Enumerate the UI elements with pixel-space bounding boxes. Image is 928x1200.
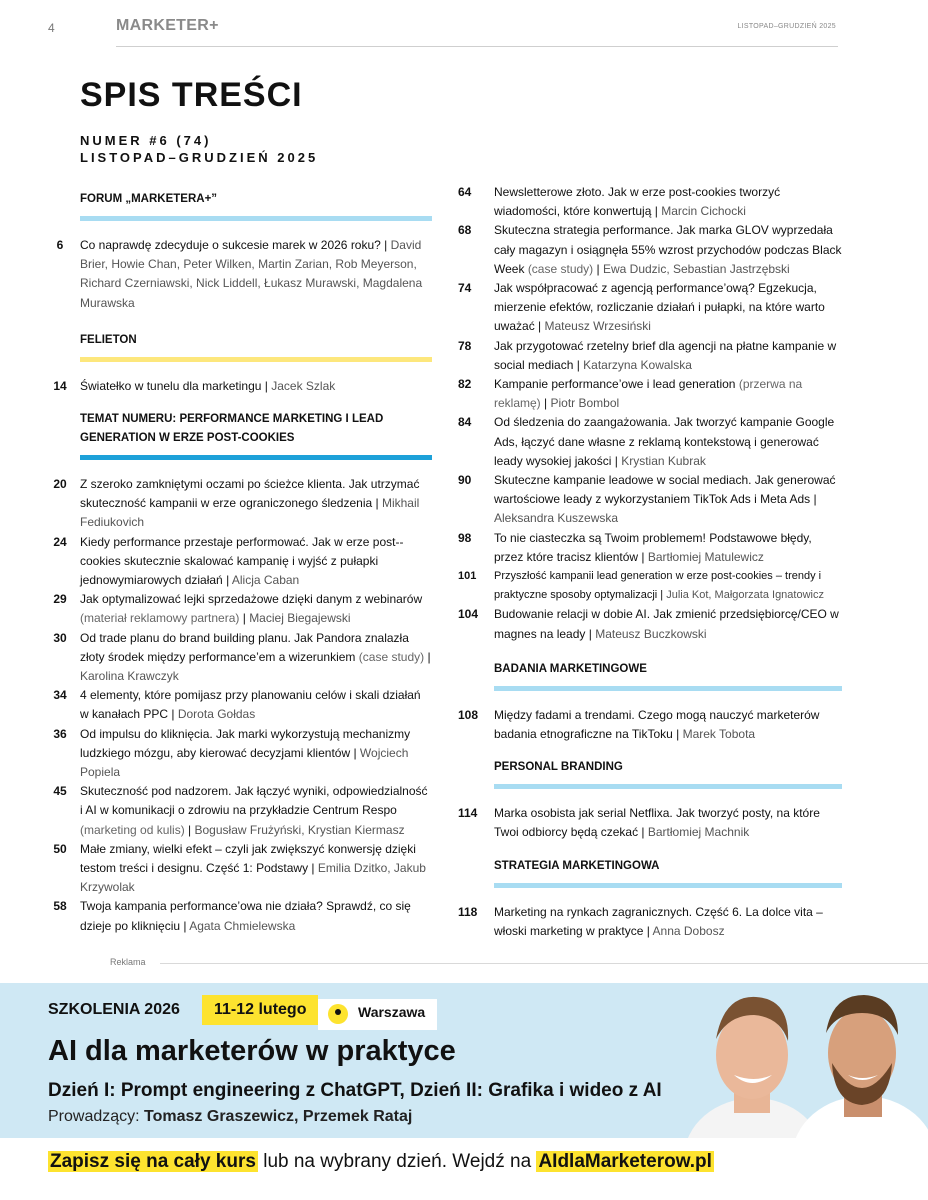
toc-page-number: 104 (458, 607, 479, 622)
toc-title: Od śledzenia do zaangażowania. Jak tworzyć kampanie Google Ads, łączyć dane własne z reklamą kontekstową i generować leady wysokiej jakości (494, 415, 835, 468)
toc-entry-text: Budowanie relacji w dobie AI. Jak zmienić przedsiębiorcę/CEO w magnes na leady | Mateusz Buczkowski (494, 607, 839, 641)
toc-entry-text: Z szeroko zamkniętymi oczami po ścieżce klienta. Jak utrzymać skuteczność kampanii w erze ograniczonego śledzenia | Mikhail Fediukovich (80, 477, 420, 530)
toc-entry[interactable] (40, 475, 432, 533)
issue-date: LISTOPAD–GRUDZIEŃ 2025 (80, 150, 319, 165)
toc-entry[interactable] (40, 897, 432, 935)
toc-entry-text: Twoja kampania performance’owa nie działa? Sprawdź, co się dzieje po kliknięciu | Agata Chmielewska (80, 899, 411, 933)
toc-title: Od impulsu do kliknięcia. Jak marki wykorzystują mechanizmy ludzkiego mózgu, aby kierować decyzjami klientów (80, 726, 411, 760)
toc-note: (przerwa na reklamę) (494, 377, 803, 411)
toc-entry-text: Marka osobista jak serial Netflixa. Jak tworzyć posty, na które Twoi odbiorcy będą czekać | Bartłomiej Machnik (494, 806, 820, 840)
toc-page-number: 68 (458, 223, 472, 238)
toc-entry-text: 4 elementy, które pomijasz przy planowaniu celów i skali działań w kanałach PPC | Dorota Gołdas (80, 688, 421, 722)
brand-logo: MARKETER+ (116, 17, 219, 34)
section-rule (494, 883, 842, 888)
toc-page-number: 98 (458, 530, 472, 545)
cta-highlight[interactable]: Zapisz się na cały kurs (50, 1151, 256, 1172)
toc-entry[interactable] (40, 377, 432, 396)
toc-authors: Bogusław Frużyński, Krystian Kiermasz (194, 822, 405, 837)
toc-authors: Bartłomiej Matulewicz (647, 549, 764, 564)
toc-entry-text: Skuteczne kampanie leadowe w social mediach. Jak generować wartościowe leady z wykorzystaniem TikTok Ads i Meta Ads | Aleksandra Kuszewska (494, 473, 836, 526)
toc-entry-text: To nie ciasteczka są Twoim problemem! Podstawowe błędy, przez które tracisz klientów | Bartłomiej Matulewicz (494, 530, 812, 564)
header-divider (116, 46, 838, 47)
toc-entry-text: Światełko w tunelu dla marketingu | Jacek Szlak (80, 378, 336, 393)
toc-title: 4 elementy, które pomijasz przy planowaniu celów i skali działań w kanałach PPC (80, 688, 421, 722)
toc-entry[interactable] (454, 183, 842, 221)
section-heading: BADANIA MARKETINGOWE (494, 662, 647, 675)
toc-entry[interactable] (454, 567, 842, 605)
toc-title: Od trade planu do brand building planu. Jak Pandora znalazła złoty środek między performance’em a wizerunkiem (80, 630, 409, 664)
toc-entry[interactable] (454, 375, 842, 413)
toc-authors: Julia Kot, Małgorzata Ignatowicz (666, 589, 824, 602)
toc-title: Kampanie performance’owe i lead generation (494, 377, 736, 392)
ad-subtitle: Dzień I: Prompt engineering z ChatGPT, Dzień II: Grafika i wideo z AI (48, 1080, 662, 1101)
toc-entry-text: Marketing na rynkach zagranicznych. Część 6. La dolce vita – włoski marketing w praktyce | Anna Dobosz (494, 904, 823, 938)
toc-entry[interactable] (454, 337, 842, 375)
toc-title: Marka osobista jak serial Netflixa. Jak tworzyć posty, na które Twoi odbiorcy będą czekać (494, 806, 820, 840)
page-header (0, 0, 928, 48)
toc-title: Jak współpracować z agencją performance’ową? Egzekucja, mierzenie efektów, rozliczanie działań i pułapki, na które warto uważać (494, 281, 825, 334)
toc-page-number: 64 (458, 185, 472, 199)
toc-entry-text: Co naprawdę zdecyduje o sukcesie marek w 2026 roku? | David Brier, Howie Chan, Peter Wilken, Martin Zarian, Rob Meyerson, Richard Czerniawski, Nick Liddell, Łukasz Murawski, Magdalena Murawska (80, 238, 423, 310)
toc-title: To nie ciasteczka są Twoim problemem! Podstawowe błędy, przez które tracisz klientów (494, 530, 812, 564)
toc-entry[interactable] (454, 903, 842, 941)
toc-title: Skuteczna strategia performance. Jak marka GLOV wyprzedała cały magazyn i osiągnęła 55% wzrost przychodów podczas Black Week (494, 223, 842, 276)
toc-page-number: 84 (458, 415, 472, 430)
section-rule (494, 784, 842, 789)
toc-entry-text: Od śledzenia do zaangażowania. Jak tworzyć kampanie Google Ads, łączyć dane własne z reklamą kontekstową i generować leady wysokiej jakości | Krystian Kubrak (494, 415, 835, 468)
toc-page-number: 118 (458, 904, 478, 919)
location-pin-icon (328, 1004, 348, 1024)
toc-authors: Wojciech Popiela (80, 745, 409, 780)
ad-city (318, 999, 437, 1030)
toc-entry[interactable] (40, 236, 432, 313)
toc-title: Jak optymalizować lejki sprzedażowe dzięki danym z webinarów (80, 592, 423, 607)
toc-note: (marketing od kulis) (80, 822, 185, 837)
toc-left-column (40, 190, 432, 936)
cta-text: lub na wybrany dzień. Wejdź na (263, 1151, 532, 1172)
toc-entry-text: Od trade planu do brand building planu. Jak Pandora znalazła złoty środek między performance’em a wizerunkiem (case study) | Karolina Krawczyk (80, 630, 431, 684)
toc-entry[interactable] (40, 590, 432, 628)
toc-authors: Ewa Dudzic, Sebastian Jastrzębski (602, 261, 790, 276)
toc-entry[interactable] (454, 221, 842, 279)
toc-entry[interactable] (40, 782, 432, 840)
toc-title: Między fadami a trendami. Czego mogą nauczyć marketerów badania etnograficzne na TikToku (494, 707, 820, 742)
toc-authors: Mikhail Fediukovich (80, 496, 420, 530)
toc-page-number: 45 (53, 784, 67, 799)
toc-page-number: 82 (458, 377, 472, 392)
toc-authors: Dorota Gołdas (177, 707, 256, 722)
toc-title: Marketing na rynkach zagranicznych. Część 6. La dolce vita – włoski marketing w praktyce (494, 904, 823, 938)
toc-page-number: 50 (53, 841, 67, 856)
section-heading: FELIETON (80, 333, 137, 346)
toc-authors: Anna Dobosz (652, 923, 725, 938)
toc-authors: Jacek Szlak (271, 378, 336, 393)
toc-authors: Piotr Bombol (550, 396, 620, 411)
toc-authors: Mateusz Buczkowski (595, 626, 707, 641)
toc-authors: Mateusz Wrzesiński (544, 319, 651, 334)
ad-trainers-names: Tomasz Graszewicz, Przemek Rataj (144, 1108, 413, 1125)
toc-entry[interactable] (454, 471, 842, 529)
toc-note: (case study) (358, 649, 425, 664)
toc-note: (case study) (527, 261, 594, 276)
section-heading: TEMAT NUMERU: PERFORMANCE MARKETING I LEAD GENERATION W ERZE POST-COOKIES (80, 413, 384, 445)
toc-entry[interactable] (454, 605, 842, 643)
issue-info (80, 132, 318, 166)
toc-authors: Krystian Kubrak (621, 453, 706, 468)
toc-title: Co naprawdę zdecyduje o sukcesie marek w 2026 roku? (80, 238, 381, 252)
toc-entry[interactable] (454, 706, 842, 744)
section-rule (494, 686, 842, 691)
toc-page-number: 24 (53, 534, 67, 549)
toc-title: Skuteczne kampanie leadowe w social mediach. Jak generować wartościowe leady z wykorzystaniem TikTok Ads i Meta Ads (494, 473, 836, 507)
ad-tag: SZKOLENIA 2026 (48, 1001, 180, 1018)
toc-page-number: 34 (53, 688, 67, 703)
section-heading: STRATEGIA MARKETINGOWA (494, 859, 660, 872)
toc-entry[interactable] (454, 804, 842, 842)
toc-entry-text: Przyszłość kampanii lead generation w erze post-cookies – trendy i praktyczne sposoby optymalizacji | Julia Kot, Małgorzata Ignatowicz (494, 570, 824, 602)
trainers-photo (684, 983, 928, 1138)
toc-page-number: 6 (56, 238, 64, 252)
toc-title: Twoja kampania performance’owa nie działa? Sprawdź, co się dzieje po kliknięciu (80, 899, 411, 933)
toc-page-number: 101 (458, 570, 477, 583)
toc-entry-text: Kiedy performance przestaje performować. Jak w erze post--cookies skutecznie skalować kampanię i wyjść z pułapki jednowymiarowych działań | Alicja Caban (80, 534, 404, 588)
toc-entry-text: Od impulsu do kliknięcia. Jak marki wykorzystują mechanizmy ludzkiego mózgu, aby kierować decyzjami klientów | Wojciech Popiela (80, 726, 411, 780)
toc-title: Światełko w tunelu dla marketingu (80, 378, 262, 393)
toc-entry[interactable] (40, 629, 432, 687)
toc-note: (materiał reklamowy partnera) (80, 611, 240, 626)
toc-right-column (454, 183, 842, 941)
toc-title: Newsletterowe złoto. Jak w erze post-cookies tworzyć wiadomości, które konwertują (494, 185, 781, 219)
ad-title: AI dla marketerów w praktyce (48, 1035, 456, 1067)
toc-authors: Aleksandra Kuszewska (494, 511, 619, 526)
toc-authors: Emilia Dzitko, Jakub Krzywolak (80, 861, 426, 895)
toc-authors: Marek Tobota (682, 727, 756, 742)
toc-page-number: 74 (458, 281, 472, 296)
toc-entry[interactable] (40, 725, 432, 783)
toc-entry-text: Jak współpracować z agencją performance’ową? Egzekucja, mierzenie efektów, rozliczanie działań i pułapki, na które warto uważać | Mateusz Wrzesiński (494, 281, 825, 334)
ad-banner[interactable] (0, 983, 928, 1138)
toc-entry[interactable] (454, 279, 842, 337)
toc-authors: Alicja Caban (231, 573, 300, 588)
toc-authors: Agata Chmielewska (189, 918, 296, 933)
toc-title: Z szeroko zamkniętymi oczami po ścieżce klienta. Jak utrzymać skuteczność kampanii w erze ograniczonego śledzenia (80, 477, 420, 511)
section-heading: PERSONAL BRANDING (494, 761, 623, 774)
page-title: SPIS TREŚCI (80, 76, 303, 114)
page-number: 4 (48, 21, 55, 35)
toc-entry[interactable] (454, 413, 842, 471)
toc-authors: David Brier, Howie Chan, Peter Wilken, Martin Zarian, Rob Meyerson, Richard Czerniawski, Nick Liddell, Łukasz Murawski, Magdalena Murawska (80, 238, 423, 310)
toc-page-number: 114 (458, 806, 478, 821)
toc-page-number: 36 (53, 726, 67, 741)
toc-entry-text: Skuteczna strategia performance. Jak marka GLOV wyprzedała cały magazyn i osiągnęła 55% wzrost przychodów podczas Black Week (case study) | Ewa Dudzic, Sebastian Jastrzębski (494, 223, 842, 276)
toc-title: Kiedy performance przestaje performować. Jak w erze post--cookies skutecznie skalować kampanię i wyjść z pułapki jednowymiarowych działań (80, 534, 404, 588)
ad-trainers-label: Prowadzący: (48, 1108, 140, 1125)
toc-entry-text: Jak przygotować rzetelny brief dla agencji na płatne kampanie w social mediach | Katarzyna Kowalska (494, 338, 837, 372)
toc-entry[interactable] (40, 533, 432, 591)
section-heading: FORUM „MARKETERA+” (80, 193, 218, 205)
toc-authors: Marcin Cichocki (661, 204, 746, 219)
toc-page-number: 20 (53, 477, 67, 492)
issue-number: NUMER #6 (74) (80, 133, 212, 148)
ad-footer (0, 1138, 928, 1200)
toc-authors: Maciej Biegajewski (249, 611, 351, 626)
toc-title: Małe zmiany, wielki efekt – czyli jak zwiększyć konwersję dzięki testom treści i designu. Część 1: Podstawy (80, 841, 416, 876)
ad-cta[interactable] (48, 1151, 714, 1173)
ad-date: 11-12 lutego (202, 995, 318, 1025)
toc-entry-text: Kampanie performance’owe i lead generation (przerwa na reklamę) | Piotr Bombol (494, 377, 803, 411)
ad-label: Reklama (110, 957, 152, 967)
toc-page-number: 108 (458, 707, 479, 722)
toc-title: Przyszłość kampanii lead generation w erze post-cookies – trendy i praktyczne sposoby optymalizacji (494, 570, 822, 602)
toc-entry-text: Jak optymalizować lejki sprzedażowe dzięki danym z webinarów (materiał reklamowy partnera) | Maciej Biegajewski (80, 592, 423, 626)
toc-title: Skuteczność pod nadzorem. Jak łączyć wyniki, odpowiedzialność i AI w komunikacji o zdrowiu na przykładzie Centrum Respo (80, 784, 428, 818)
toc-entry-text: Skuteczność pod nadzorem. Jak łączyć wyniki, odpowiedzialność i AI w komunikacji o zdrowiu na przykładzie Centrum Respo (marketing od kulis) | Bogusław Frużyński, Krystian Kiermasz (80, 784, 428, 837)
toc-page-number: 58 (53, 899, 67, 914)
toc-authors: Bartłomiej Machnik (647, 825, 750, 840)
toc-page-number: 30 (53, 630, 67, 645)
cta-url-link[interactable]: AIdlaMarketerow.pl (538, 1151, 712, 1172)
toc-entry[interactable] (454, 529, 842, 567)
toc-entry-text: Newsletterowe złoto. Jak w erze post-cookies tworzyć wiadomości, które konwertują | Marcin Cichocki (494, 185, 781, 219)
toc-authors: Katarzyna Kowalska (583, 357, 692, 372)
toc-authors: Karolina Krawczyk (80, 669, 179, 684)
toc-title: Jak przygotować rzetelny brief dla agencji na płatne kampanie w social mediach (494, 338, 837, 372)
toc-page-number: 14 (53, 378, 67, 393)
toc-title: Budowanie relacji w dobie AI. Jak zmienić przedsiębiorcę/CEO w magnes na leady (494, 607, 839, 641)
toc-entry-text: Między fadami a trendami. Czego mogą nauczyć marketerów badania etnograficzne na TikToku | Marek Tobota (494, 707, 820, 742)
section-rule (80, 455, 432, 460)
ad-divider (160, 963, 928, 964)
section-rule (80, 216, 432, 221)
ad-trainers (48, 1108, 412, 1126)
toc-entry-text: Małe zmiany, wielki efekt – czyli jak zwiększyć konwersję dzięki testom treści i designu. Część 1: Podstawy | Emilia Dzitko, Jakub Krzywolak (80, 841, 426, 895)
section-rule (80, 357, 432, 362)
toc-page-number: 90 (458, 473, 472, 488)
toc-page-number: 29 (53, 592, 67, 607)
toc-page-number: 78 (458, 338, 472, 353)
issue-date-header: LISTOPAD–GRUDZIEŃ 2025 (737, 23, 836, 30)
toc-entry[interactable] (40, 840, 432, 898)
toc-entry[interactable] (40, 686, 432, 724)
ad-city-label: Warszawa (358, 1004, 426, 1020)
